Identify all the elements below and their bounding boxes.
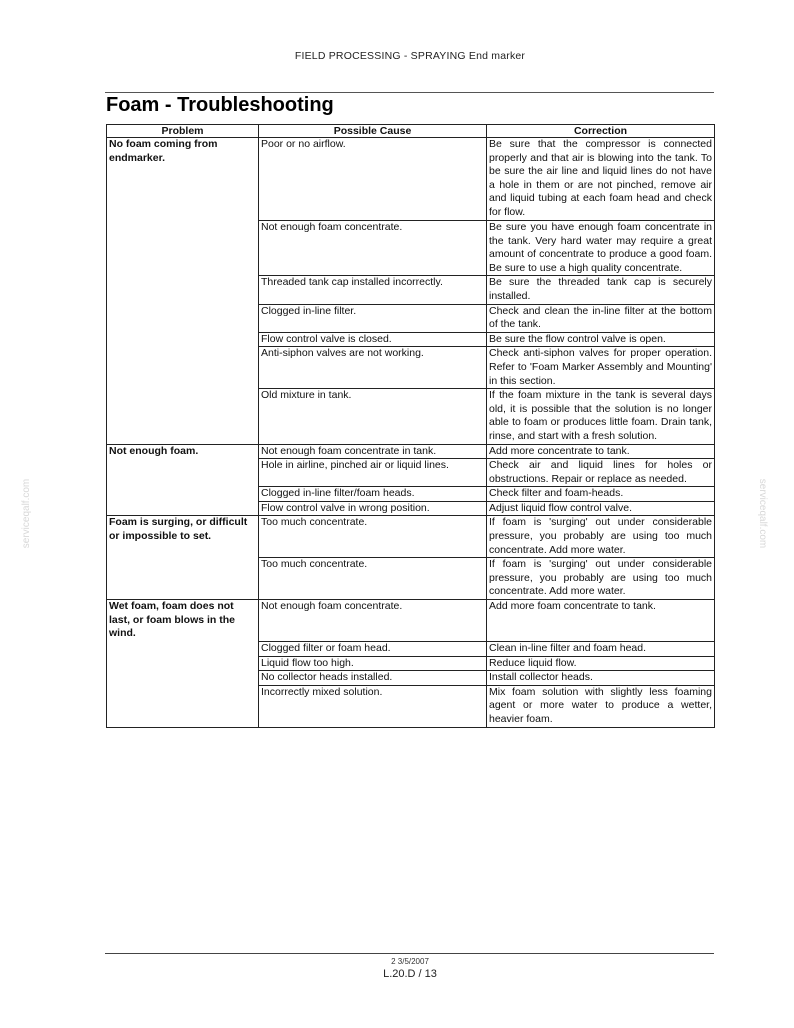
correction-cell: Reduce liquid flow.: [487, 656, 715, 671]
cause-cell: Not enough foam concentrate in tank.: [259, 444, 487, 459]
table-row: [107, 444, 715, 459]
cause-cell: Poor or no airflow.: [259, 138, 487, 221]
column-header-cause: Possible Cause: [259, 125, 487, 138]
page-header: FIELD PROCESSING - SPRAYING End marker: [294, 50, 526, 62]
correction-cell: Check air and liquid lines for holes or obstructions. Repair or replace as needed.: [487, 459, 715, 487]
cause-cell: Flow control valve in wrong position.: [259, 501, 487, 516]
problem-cell: Not enough foam.: [107, 444, 259, 516]
correction-cell: Adjust liquid flow control valve.: [487, 501, 715, 516]
correction-cell: Be sure the flow control valve is open.: [487, 332, 715, 347]
cause-cell: Old mixture in tank.: [259, 389, 487, 444]
cause-cell: No collector heads installed.: [259, 671, 487, 686]
correction-cell: Be sure that the compressor is connected properly and that air is blowing into the tank. To be sure the air line and liquid lines do not have a hole in them or are not pinched, remove air and liquid tubing at each foam head and check for flow.: [487, 138, 715, 221]
table-header-row: [107, 125, 715, 138]
watermark-left: serviceqalf.com: [21, 478, 33, 549]
table-row: [107, 516, 715, 558]
footer-date: 2 3/5/2007: [391, 957, 429, 966]
cause-cell: Not enough foam concentrate.: [259, 221, 487, 276]
cause-cell: Incorrectly mixed solution.: [259, 685, 487, 727]
correction-cell: Install collector heads.: [487, 671, 715, 686]
cause-cell: Clogged filter or foam head.: [259, 642, 487, 657]
cause-cell: Threaded tank cap installed incorrectly.: [259, 276, 487, 304]
cause-cell: Liquid flow too high.: [259, 656, 487, 671]
column-header-correction: Correction: [487, 125, 715, 138]
footer-page-number: L.20.D / 13: [383, 968, 437, 980]
header-rule: [105, 92, 714, 93]
correction-cell: Be sure you have enough foam concentrate in the tank. Very hard water may require a great amount of concentrate to produce a good foam. Be sure to use a high quality concentrate.: [487, 221, 715, 276]
table-row: [107, 138, 715, 221]
footer-rule: [105, 953, 714, 954]
problem-cell: Wet foam, foam does not last, or foam blows in the wind.: [107, 600, 259, 728]
correction-cell: If the foam mixture in the tank is several days old, it is possible that the solution is no longer able to foam or produces little foam. Drain tank, rinse, and start with a fresh solution.: [487, 389, 715, 444]
correction-cell: Add more concentrate to tank.: [487, 444, 715, 459]
table-row: [107, 600, 715, 642]
column-header-problem: Problem: [107, 125, 259, 138]
cause-cell: Flow control valve is closed.: [259, 332, 487, 347]
cause-cell: Too much concentrate.: [259, 558, 487, 600]
correction-cell: If foam is 'surging' out under considerable pressure, you probably are using too much concentrate. Add more water.: [487, 516, 715, 558]
correction-cell: If foam is 'surging' out under considerable pressure, you probably are using too much concentrate. Add more water.: [487, 558, 715, 600]
problem-cell: Foam is surging, or difficult or impossible to set.: [107, 516, 259, 600]
cause-cell: Hole in airline, pinched air or liquid lines.: [259, 459, 487, 487]
problem-cell: No foam coming from endmarker.: [107, 138, 259, 445]
cause-cell: Not enough foam concentrate.: [259, 600, 487, 642]
cause-cell: Clogged in-line filter.: [259, 304, 487, 332]
correction-cell: Check filter and foam-heads.: [487, 487, 715, 502]
cause-cell: Clogged in-line filter/foam heads.: [259, 487, 487, 502]
cause-cell: Anti-siphon valves are not working.: [259, 347, 487, 389]
correction-cell: Be sure the threaded tank cap is securely installed.: [487, 276, 715, 304]
troubleshooting-table: [106, 124, 715, 728]
page-title: Foam - Troubleshooting: [106, 94, 334, 116]
correction-cell: Check and clean the in-line filter at the bottom of the tank.: [487, 304, 715, 332]
watermark-right: serviceqalf.com: [757, 478, 769, 549]
correction-cell: Add more foam concentrate to tank.: [487, 600, 715, 642]
correction-cell: Mix foam solution with slightly less foaming agent or more water to produce a wetter, heavier foam.: [487, 685, 715, 727]
correction-cell: Clean in-line filter and foam head.: [487, 642, 715, 657]
cause-cell: Too much concentrate.: [259, 516, 487, 558]
correction-cell: Check anti-siphon valves for proper operation. Refer to 'Foam Marker Assembly and Mounting' in this section.: [487, 347, 715, 389]
